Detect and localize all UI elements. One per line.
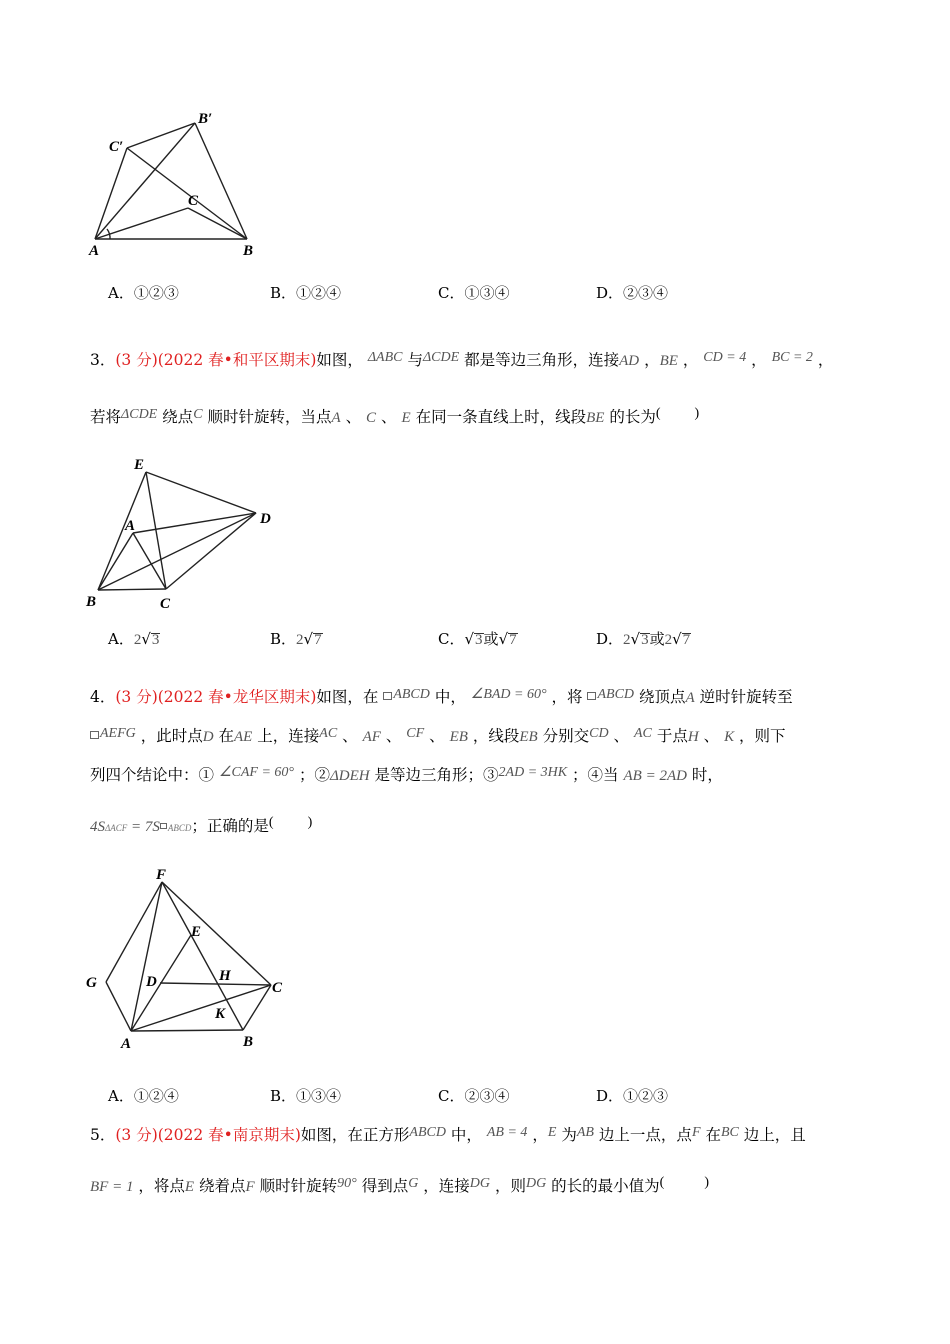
q3-text: 在同一条直线上时，线段 — [415, 408, 587, 426]
q5-text: 的长的最小值为 — [551, 1177, 660, 1195]
math: ABCD — [393, 687, 430, 702]
math: 7 — [314, 632, 322, 648]
q5-text: ，连接 — [423, 1177, 470, 1195]
seg-CB — [188, 208, 247, 239]
label-C: C — [272, 980, 283, 996]
math: 3 — [151, 632, 160, 648]
math: E — [547, 1125, 557, 1140]
math: 3 — [641, 632, 649, 648]
math: AC — [319, 726, 338, 741]
label-B-prime: B′ — [198, 111, 213, 127]
math: 7 — [682, 632, 691, 648]
q5-text: 得到点 — [361, 1177, 409, 1195]
math: CD = 4 — [703, 350, 747, 365]
q4-text: 分别交 — [542, 727, 590, 745]
math: BC — [720, 1125, 739, 1140]
q3-line1 — [90, 348, 833, 370]
seg-ED — [146, 472, 256, 513]
q3-figure — [80, 450, 290, 615]
seg-BpB — [195, 123, 247, 239]
label-D: D — [146, 974, 157, 990]
label-C: C — [160, 596, 171, 612]
parallelogram-icon — [90, 731, 99, 739]
parallelogram-icon — [587, 692, 596, 700]
math: AB — [576, 1125, 594, 1140]
q4-text: 列四个结论中：① — [90, 766, 215, 784]
q3-option-d[interactable]: D．2√3或2√7 — [596, 630, 691, 648]
q3-text: 与 — [407, 351, 423, 369]
q5-text: 顺时针旋转 — [259, 1177, 338, 1195]
math: E — [401, 410, 411, 426]
seg-GA — [106, 982, 131, 1031]
q4-text: ；正确的是 — [191, 817, 269, 835]
q2-figure — [80, 105, 280, 265]
q4-text: 、 — [385, 727, 402, 745]
math: ABCD — [597, 687, 635, 702]
q4-line2 — [90, 724, 786, 746]
q4-text: 、 — [429, 727, 445, 745]
q4-text: ，线段 — [472, 727, 520, 745]
q4-figure — [80, 862, 300, 1057]
math: A — [685, 690, 695, 706]
math: AEFG — [100, 726, 136, 741]
label-A: A — [121, 1036, 132, 1052]
math: 2 — [296, 632, 304, 648]
math: 2AD = 3HK — [498, 765, 568, 780]
q3-option-a[interactable]: A．2√3 — [108, 630, 160, 648]
label-H: H — [219, 968, 231, 984]
q3-line2 — [90, 405, 699, 427]
math: AE — [234, 729, 253, 745]
math: DG — [525, 1176, 547, 1191]
seg-AD — [133, 513, 256, 533]
math: ΔABC — [367, 350, 403, 365]
q3-text: 如图， — [316, 351, 363, 369]
seg-EB — [98, 472, 146, 590]
q4-source-tag: (3 分)(2022 春•龙华区期末) — [115, 688, 317, 706]
seg-FA — [131, 882, 162, 1031]
label-B: B — [243, 243, 254, 259]
label-B: B — [243, 1034, 254, 1050]
math: K — [724, 729, 735, 745]
math: CD — [589, 726, 609, 741]
q2-option-c[interactable]: C．①③④ — [438, 284, 510, 302]
q4-text: ，将 — [551, 688, 583, 706]
answer-paren-open: ( — [659, 1175, 665, 1190]
answer-paren-close: ) — [307, 815, 313, 830]
seg-AC-prime — [95, 148, 127, 239]
seg-CpB — [127, 148, 247, 239]
q4-text: 时， — [691, 766, 723, 784]
seg-BC — [243, 985, 271, 1030]
label-E: E — [134, 457, 145, 473]
option-letter: D． — [596, 630, 624, 648]
q4-option-b[interactable]: B．①③④ — [270, 1087, 342, 1105]
q4-line1 — [90, 685, 793, 707]
option-letter: C． — [438, 630, 465, 648]
seg-DC — [160, 983, 271, 985]
label-C-prime: C′ — [109, 139, 124, 155]
option-letter: B． — [270, 630, 297, 648]
q4-text: 绕顶点 — [638, 688, 686, 706]
math: 90° — [337, 1176, 357, 1191]
q2-option-a[interactable]: A．①②③ — [108, 284, 179, 302]
q2-option-b[interactable]: B．①②④ — [270, 284, 342, 302]
q4-option-c[interactable]: C．②③④ — [438, 1087, 510, 1105]
seg-FG — [106, 882, 162, 982]
math: ΔCDE — [121, 407, 158, 422]
q3-text: ， — [817, 351, 834, 369]
math: AF — [362, 729, 381, 745]
math: DG — [469, 1176, 491, 1191]
q5-line2 — [90, 1174, 709, 1196]
math: 3 — [475, 632, 483, 648]
option-letter: A． — [108, 630, 134, 648]
label-K: K — [215, 1006, 226, 1022]
math: 7 — [509, 632, 517, 648]
q4-text: 、 — [342, 727, 358, 745]
label-C: C — [188, 193, 199, 209]
q2-option-d[interactable]: D．②③④ — [596, 284, 669, 302]
math: ΔDEH — [329, 768, 370, 784]
q4-option-d[interactable]: D．①②③ — [596, 1087, 669, 1105]
q5-text: 边上，且 — [743, 1126, 806, 1144]
math: C — [193, 407, 203, 422]
q5-source-tag: (3 分)(2022 春•南京期末) — [115, 1126, 301, 1144]
q5-text: 在 — [705, 1126, 721, 1144]
q4-text: 、 — [613, 727, 630, 745]
seg-AC — [131, 985, 271, 1031]
answer-paren-close: ) — [694, 406, 700, 421]
q5-text: ，将点 — [138, 1177, 185, 1195]
q4-text: 上，连接 — [257, 727, 320, 745]
math: BC = 2 — [771, 350, 813, 365]
q5-text: 边上一点，点 — [598, 1126, 692, 1144]
q5-number: 5． — [90, 1126, 116, 1144]
q3-text: ， — [644, 351, 660, 369]
math: = 7S — [127, 819, 160, 835]
math: ∠CAF = 60° — [218, 765, 294, 780]
q4-text: ；② — [298, 766, 330, 784]
q3-text: 、 — [345, 408, 362, 426]
option-text: 或 — [649, 630, 665, 648]
q3-text: ， — [682, 351, 699, 369]
math: AB = 4 — [486, 1125, 528, 1140]
math: EB — [449, 729, 468, 745]
q5-text: 为 — [561, 1126, 577, 1144]
q4-text: ，此时点 — [140, 727, 203, 745]
math: CF — [406, 726, 425, 741]
math: BE — [659, 353, 678, 369]
q3-source-tag: (3 分)(2022 春•和平区期末) — [115, 351, 317, 369]
q4-text: 在 — [218, 727, 235, 745]
math: AB = 2AD — [623, 768, 687, 784]
seg-FE — [162, 882, 191, 935]
q3-text: 、 — [381, 408, 397, 426]
math: 2 — [623, 632, 631, 648]
label-E: E — [191, 924, 202, 940]
q3-option-c[interactable]: C．√3或√7 — [438, 630, 517, 648]
q4-text: ，则下 — [739, 727, 786, 745]
q5-line1 — [90, 1123, 806, 1145]
q5-text: ，则 — [494, 1177, 526, 1195]
q3-text: 若将 — [90, 408, 122, 426]
math: A — [331, 410, 341, 426]
q4-line4 — [90, 814, 312, 836]
seg-BC — [98, 589, 166, 590]
q4-text: 于点 — [656, 727, 688, 745]
q4-text: ；④当 — [572, 766, 619, 784]
math: H — [687, 729, 699, 745]
q5-text: ， — [532, 1126, 548, 1144]
label-G: G — [86, 975, 97, 991]
q3-text: ， — [751, 351, 767, 369]
math: ABCD — [409, 1125, 446, 1140]
q4-text: 逆时针旋转至 — [699, 688, 793, 706]
answer-paren-open: ( — [268, 815, 274, 830]
answer-paren-open: ( — [655, 406, 661, 421]
math: BE — [586, 410, 605, 426]
q4-text: 、 — [703, 727, 720, 745]
q3-text: 顺时针旋转，当点 — [207, 408, 332, 426]
q3-number: 3． — [90, 351, 116, 369]
label-F: F — [156, 867, 167, 883]
label-A: A — [125, 518, 136, 534]
q4-option-a[interactable]: A．①②④ — [108, 1087, 179, 1105]
math: 2 — [133, 632, 142, 648]
label-B: B — [86, 594, 97, 610]
option-text: 或 — [483, 630, 499, 648]
seg-AB — [131, 1030, 243, 1031]
seg-FC — [162, 882, 271, 985]
parallelogram-icon — [383, 692, 392, 700]
answer-paren-close: ) — [704, 1175, 710, 1190]
q5-text: 如图，在正方形 — [300, 1126, 410, 1144]
math: EB — [519, 729, 538, 745]
math: C — [366, 410, 377, 426]
math-subscript: ΔACF — [105, 823, 128, 833]
q3-text: 都是等边三角形，连接 — [464, 351, 620, 369]
q5-text: 中， — [450, 1126, 482, 1144]
math: 4S — [90, 819, 105, 835]
q3-text: 绕点 — [162, 408, 194, 426]
q5-text: 绕着点 — [199, 1177, 246, 1195]
math: 2 — [664, 632, 673, 648]
math: AD — [619, 353, 640, 369]
math: BF = 1 — [90, 1179, 134, 1195]
math: E — [184, 1179, 195, 1195]
q4-line3 — [90, 763, 723, 785]
q4-text: 如图，在 — [316, 688, 379, 706]
math: ΔCDE — [422, 350, 460, 365]
q3-text: 的长为 — [609, 408, 656, 426]
math-subscript: ABCD — [167, 823, 192, 833]
q4-text: 中， — [434, 688, 466, 706]
math: F — [691, 1125, 701, 1140]
math: F — [245, 1179, 255, 1195]
parallelogram-icon — [160, 823, 167, 829]
math: ∠BAD = 60° — [470, 687, 547, 702]
q3-option-b[interactable]: B．2√7 — [270, 630, 322, 648]
math: G — [408, 1176, 419, 1191]
label-D: D — [260, 511, 271, 527]
q4-number: 4． — [90, 688, 116, 706]
q4-text: 是等边三角形；③ — [374, 766, 499, 784]
math: AC — [633, 726, 652, 741]
label-A: A — [89, 243, 100, 259]
math: D — [202, 729, 214, 745]
